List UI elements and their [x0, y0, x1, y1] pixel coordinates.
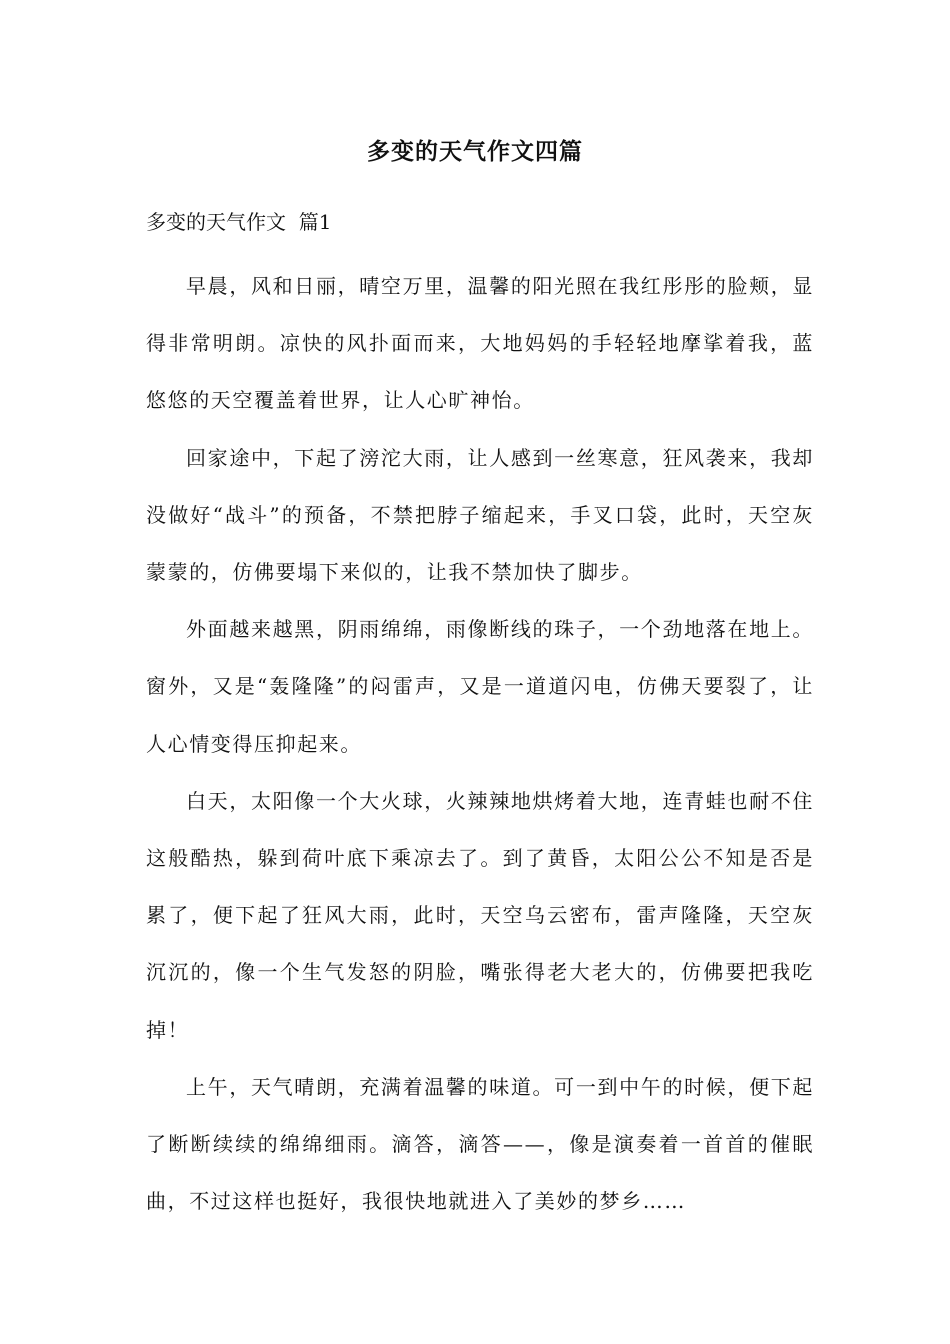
- document-title: 多变的天气作文四篇: [367, 138, 583, 165]
- section-heading: 多变的天气作文 篇1: [146, 210, 332, 234]
- paragraph-4: 白天，太阳像一个大火球，火辣辣地烘烤着大地，连青蛙也耐不住这般酷热，躲到荷叶底下乘凉去了。到了黄昏，太阳公公不知是否是累了，便下起了狂风大雨，此时，天空乌云密布，雷声隆隆，天空灰沉沉的，像一个生气发怒的阴脸，嘴张得老大老大的，仿佛要把我吃掉！: [146, 788, 814, 1042]
- article-body: [146, 258, 814, 1230]
- paragraph-2: 回家途中，下起了滂沱大雨，让人感到一丝寒意，狂风袭来，我却没做好“战斗”的预备，不禁把脖子缩起来，手叉口袋，此时，天空灰蒙蒙的，仿佛要塌下来似的，让我不禁加快了脚步。: [146, 445, 814, 585]
- paragraph-3: 外面越来越黑，阴雨绵绵，雨像断线的珠子，一个劲地落在地上。窗外，又是“轰隆隆”的闷雷声，又是一道道闪电，仿佛天要裂了，让人心情变得压抑起来。: [146, 617, 814, 756]
- paragraph-5: 上午，天气晴朗，充满着温馨的味道。可一到中午的时候，便下起了断断续续的绵绵细雨。滴答，滴答——，像是演奏着一首首的催眠曲，不过这样也挺好，我很快地就进入了美妙的梦乡……: [146, 1074, 814, 1214]
- paragraph-1: 早晨，风和日丽，晴空万里，温馨的阳光照在我红彤彤的脸颊，显得非常明朗。凉快的风扑面而来，大地妈妈的手轻轻地摩挲着我，蓝悠悠的天空覆盖着世界，让人心旷神怡。: [146, 274, 814, 413]
